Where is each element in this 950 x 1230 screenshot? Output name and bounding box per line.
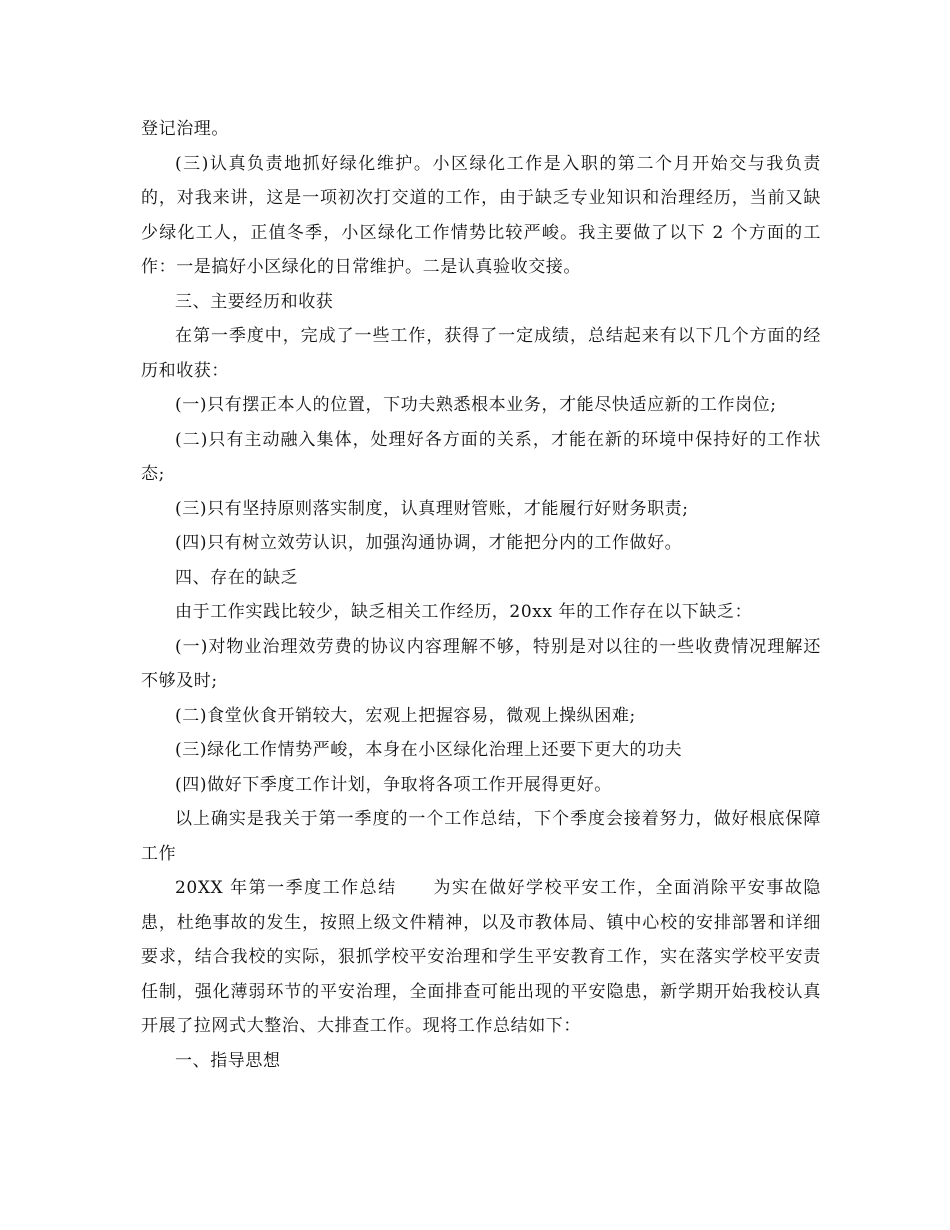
list-item: (二)只有主动融入集体，处理好各方面的关系，才能在新的环境中保持好的工作状态; (141, 429, 821, 484)
list-item: (四)做好下季度工作计划，争取将各项工作开展得更好。 (175, 774, 612, 795)
paragraph: 登记治理。 (141, 119, 229, 139)
section-heading: 一、指导思想 (175, 1050, 281, 1071)
list-item: (一)对物业治理效劳费的协议内容理解不够，特别是对以往的一些收费情况理解还不够及时; (141, 636, 821, 691)
list-item: (一)只有摆正本人的位置，下功夫熟悉根本业务，才能尽快适应新的工作岗位; (175, 395, 777, 415)
document-body (141, 112, 821, 1078)
section-heading: 四、存在的缺乏 (175, 567, 299, 588)
paragraph: (三)认真负责地抓好绿化维护。小区绿化工作是入职的第二个月开始交与我负责的，对我来讲，这是一项初次打交道的工作，由于缺乏专业知识和治理经历，当前又缺少绿化工人，正值冬季，小区绿化工作情势比较严峻。我主要做了以下 2 个方面的工作：一是搞好小区绿化的日常维护。二是认真验收交接。 (141, 153, 821, 277)
section-heading: 三、主要经历和收获 (175, 291, 334, 312)
list-item: (四)只有树立效劳认识，加强沟通协调，才能把分内的工作做好。 (175, 533, 683, 553)
list-item: (三)只有坚持原则落实制度，认真理财管账，才能履行好财务职责; (175, 498, 689, 519)
paragraph: 以上确实是我关于第一季度的一个工作总结，下个季度会接着努力，做好根底保障工作 (141, 809, 821, 864)
list-item: (二)食堂伙食开销较大，宏观上把握容易，微观上操纵困难; (175, 705, 636, 726)
paragraph: 20XX 年第一季度工作总结 为实在做好学校平安工作，全面消除平安事故隐患，杜绝事故的发生，按照上级文件精神，以及市教体局、镇中心校的安排部署和详细要求，结合我校的实际，狠抓学校平安治理和学生平安教育工作，实在落实学校平安责任制，强化薄弱环节的平安治理，全面排查可能出现的平安隐患，新学期开始我校认真开展了拉网式大整治、大排查工作。现将工作总结如下： (141, 878, 821, 1036)
list-item: (三)绿化工作情势严峻，本身在小区绿化治理上还要下更大的功夫 (175, 740, 683, 760)
paragraph: 在第一季度中，完成了一些工作，获得了一定成绩，总结起来有以下几个方面的经历和收获： (141, 326, 821, 381)
paragraph: 由于工作实践比较少，缺乏相关工作经历，20xx 年的工作存在以下缺乏： (175, 602, 753, 622)
